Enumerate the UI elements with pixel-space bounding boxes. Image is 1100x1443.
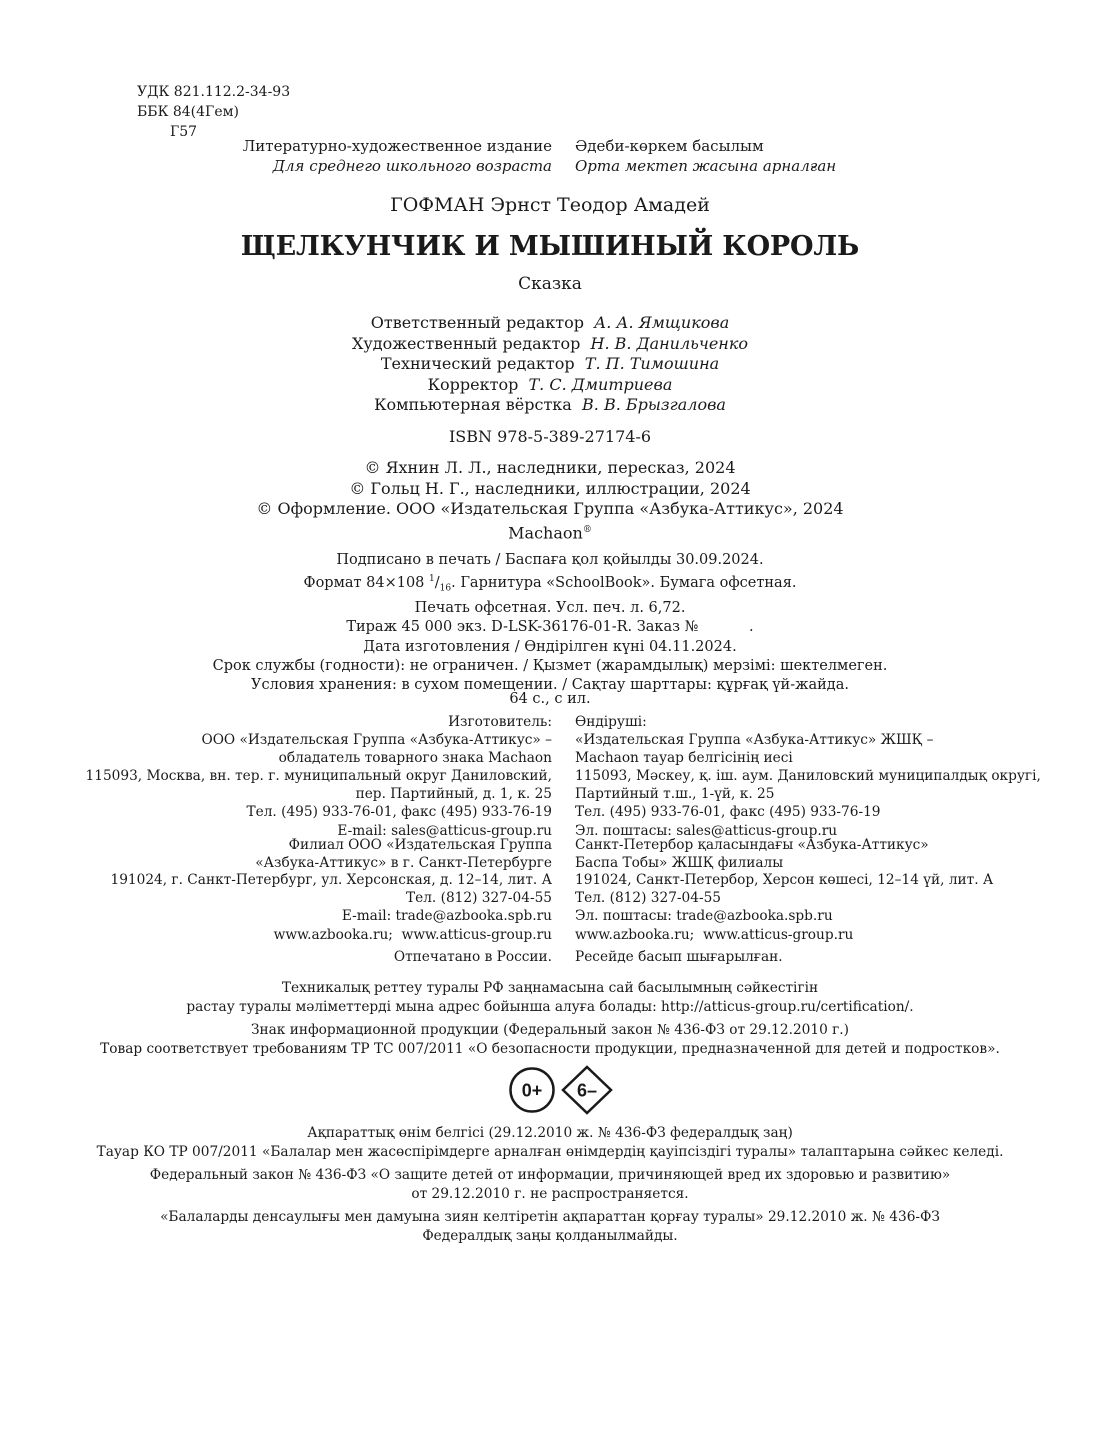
branch-ru-line: E-mail: trade@azbooka.spb.ru: [341, 907, 552, 924]
format-suffix: . Гарнитура «SchoolBook». Бумага офсетная.: [451, 575, 797, 592]
book-title: ЩЕЛКУНЧИК И МЫШИНЫЙ КОРОЛЬ: [240, 231, 860, 262]
staff-role: Художественный редактор: [351, 333, 581, 353]
branch-kz-line: Тел. (812) 327-04-55: [575, 890, 721, 907]
branch-ru: [110, 837, 552, 926]
manufacturer-ru-line: пер. Партийный, д. 1, к. 25: [355, 786, 552, 803]
tech-regulation: [0, 979, 1100, 1016]
print-type: Печать офсетная. Усл. печ. л. 6,72.: [414, 600, 686, 617]
branch-ru-line: Тел. (812) 327-04-55: [406, 890, 552, 907]
age-circle-badge: [511, 1069, 554, 1112]
federal-law-kz: [0, 1208, 1100, 1245]
info-sign-kz-line: Ақпараттық өнім белгісі (29.12.2010 ж. № 436-ФЗ федералдық заң): [307, 1125, 793, 1141]
websites-ru: www.azbooka.ru; www.atticus-group.ru: [273, 927, 552, 943]
registered-mark: ®: [582, 524, 592, 535]
staff-row: [0, 354, 1100, 375]
websites-kz: www.azbooka.ru; www.atticus-group.ru: [575, 927, 854, 943]
staff-row: [0, 334, 1100, 355]
branch-kz-line: 191024, Санкт-Петербор, Херсон көшесі, 12–14 үй, лит. А: [575, 872, 994, 889]
branch-kz: [575, 837, 993, 926]
info-sign-ru: [0, 1021, 1100, 1058]
genre: Сказка: [518, 274, 582, 294]
manufacturer-kz-line: 115093, Мәскеу, қ. іш. аум. Даниловский муниципалдық округі,: [575, 768, 1041, 785]
signed-to-print: Подписано в печать / Баспаға қол қойылды 30.09.2024.: [336, 552, 764, 568]
manufacturer-kz-line: Өндіруші:: [575, 714, 647, 730]
edition-type-ru-line1: Литературно-художественное издание: [242, 137, 552, 155]
copyright-block: [0, 458, 1100, 543]
staff-role: Компьютерная вёрстка: [374, 395, 572, 414]
tech-regulation-line: растау туралы мәліметтерді мына адрес бойынша алуға болады: http://atticus-group.ru/certification/.: [186, 998, 914, 1015]
manufacturer-ru-line: E-mail: sales@atticus-group.ru: [337, 822, 552, 839]
author-name: ГОФМАН Эрнст Теодор Амадей: [390, 194, 710, 216]
staff-row: [0, 395, 1100, 416]
circulation: Тираж 45 000 экз. D-LSK-36176-01-R. Заказ № .: [346, 619, 754, 636]
staff-name: В. В. Брызгалова: [582, 395, 726, 414]
manufacturer-kz-line: Machaon тауар белгісінің иесі: [575, 750, 793, 767]
edition-type-ru: [200, 136, 552, 176]
format-denominator: 16: [439, 583, 452, 594]
copyright-line: © Гольц Н. Г., наследники, иллюстрации, 2024: [349, 478, 751, 498]
format-numerator: 1: [429, 574, 435, 585]
branch-kz-line: Баспа Тобы» ЖШҚ филиалы: [575, 854, 784, 871]
age-diamond-badge: [563, 1067, 611, 1113]
edition-type-kz-line2: Орта мектеп жасына арналған: [575, 157, 837, 175]
info-sign-line: Товар соответствует требованиям ТР ТС 007/2011 «О безопасности продукции, предназначенной для детей и подростков».: [100, 1040, 1000, 1057]
staff-role: Ответственный редактор: [370, 313, 584, 332]
branch-kz-line: Эл. поштасы: trade@azbooka.spb.ru: [575, 907, 833, 924]
staff-role: Корректор: [427, 374, 519, 394]
brand: [0, 520, 1100, 544]
age-rating-badges: [508, 1064, 618, 1116]
staff-name: А. А. Ямщикова: [594, 313, 730, 332]
udk-code: УДК 821.112.2-34-93: [137, 84, 291, 100]
federal-law-kz-line: «Балаларды денсаулығы мен дамуына зиян келтіретін ақпараттан қорғау туралы» 29.12.2010 ж. № 436-ФЗ: [160, 1209, 940, 1225]
staff-row: [0, 375, 1100, 396]
federal-law-ru-line: Федеральный закон № 436-ФЗ «О защите детей от информации, причиняющей вред их здоровью и развитию»: [149, 1167, 951, 1183]
branch-ru-line: Филиал ООО «Издательская Группа: [288, 837, 552, 853]
manufacturer-kz-line: Партийный т.ш., 1-үй, к. 25: [575, 786, 775, 803]
manufacturer-kz: [575, 713, 1041, 840]
federal-law-kz-line: Федералдық заңы қолданылмайды.: [422, 1227, 678, 1244]
info-sign-line: Знак информационной продукции (Федеральный закон № 436-ФЗ от 29.12.2010 г.): [251, 1022, 849, 1038]
branch-ru-line: 191024, г. Санкт-Петербург, ул. Херсонская, д. 12–14, лит. А: [110, 872, 552, 889]
edition-type-kz: [575, 136, 836, 176]
manufacturer-ru: [86, 713, 552, 840]
federal-law-ru: [0, 1166, 1100, 1203]
format-slash: /: [434, 575, 440, 592]
manufacturer-ru-line: Тел. (495) 933-76-01, факс (495) 933-76-19: [246, 804, 552, 821]
manufacturer-ru-line: обладатель товарного знака Machaon: [278, 750, 552, 767]
federal-law-ru-line: от 29.12.2010 г. не распространяется.: [411, 1185, 689, 1202]
copyright-line: © Оформление. ООО «Издательская Группа «Азбука-Аттикус», 2024: [256, 499, 844, 518]
brand-name: Machaon: [508, 522, 583, 542]
print-info: [0, 551, 1100, 695]
edition-type-ru-line2: Для среднего школьного возраста: [272, 157, 552, 175]
service-life: Срок службы (годности): не ограничен. / Қызмет (жарамдылық) мерзімі: шектелмеген.: [212, 657, 888, 674]
format-prefix: Формат 84×108: [303, 575, 430, 592]
manufacturer-kz-line: Эл. поштасы: sales@atticus-group.ru: [575, 822, 838, 839]
bbk-code: ББК 84(4Гем): [137, 104, 239, 120]
isbn: ISBN 978-5-389-27174-6: [448, 427, 652, 446]
manufacturer-kz-line: Тел. (495) 933-76-01, факс (495) 933-76-19: [575, 804, 881, 821]
staff-name: Т. П. Тимошина: [584, 354, 720, 373]
manufacturer-ru-line: ООО «Издательская Группа «Азбука-Аттикус» –: [201, 732, 552, 749]
printed-in-russia-kz: Ресейде басып шығарылған.: [575, 949, 783, 965]
manufacturer-ru-line: Изготовитель:: [448, 714, 552, 730]
copyright-line: © Яхнин Л. Л., наследники, пересказ, 2024: [364, 458, 736, 477]
age-circle-label: 0+: [521, 1080, 543, 1101]
storage-conditions: Условия хранения: в сухом помещении. / Сақтау шарттары: құрғақ үй-жайда.: [251, 676, 849, 693]
branch-kz-line: Санкт-Петербор қаласындағы «Азбука-Аттикус»: [575, 837, 929, 853]
format-line: [0, 570, 1100, 599]
classification-codes: [137, 82, 290, 142]
edition-type-kz-line1: Әдеби-көркем басылым: [575, 137, 764, 155]
manufacturer-ru-line: 115093, Москва, вн. тер. г. муниципальный округ Даниловский,: [85, 768, 552, 785]
staff-name: Т. С. Дмитриева: [528, 374, 673, 394]
staff-list: [0, 313, 1100, 416]
author-mark: Г57: [170, 124, 198, 140]
info-sign-kz: [0, 1124, 1100, 1161]
info-sign-kz-line: Тауар КО ТР 007/2011 «Балалар мен жасөспірімдерге арналған өнімдердің қауіпсіздігі туралы» талаптарына сәйкес келеді.: [96, 1143, 1004, 1160]
manufacture-date: Дата изготовления / Өндірілген күні 04.11.2024.: [363, 638, 737, 655]
page-count: 64 с., с ил.: [509, 691, 591, 707]
manufacturer-kz-line: «Издательская Группа «Азбука-Аттикус» ЖШҚ –: [575, 732, 934, 749]
printed-in-russia-ru: Отпечатано в России.: [393, 949, 552, 965]
staff-name: Н. В. Данильченко: [590, 333, 749, 353]
staff-row: [0, 313, 1100, 334]
age-diamond-label: 6–: [576, 1080, 598, 1101]
staff-role: Технический редактор: [380, 354, 575, 373]
tech-regulation-line: Техникалық реттеу туралы РФ заңнамасына сай басылымның сәйкестігін: [281, 980, 819, 996]
branch-ru-line: «Азбука-Аттикус» в г. Санкт-Петербурге: [255, 854, 552, 871]
